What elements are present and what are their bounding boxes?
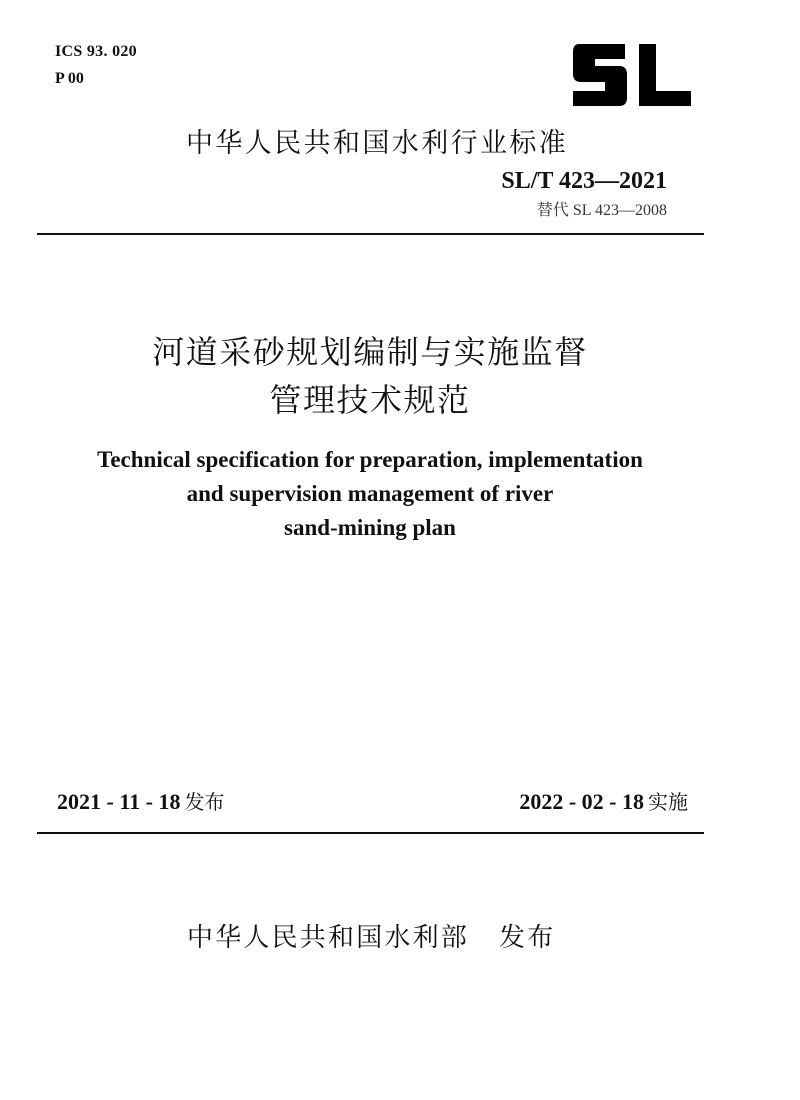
standard-category-title: 中华人民共和国水利行业标准 [186,128,569,159]
issue-date-block [57,787,224,817]
title-en-line-3: sand-mining plan [284,515,456,540]
publisher-name: 中华人民共和国水利部 [187,923,470,953]
bottom-divider [37,832,704,834]
sl-logo-icon [573,44,691,106]
issue-date: 2021 - 11 - 18 [57,789,181,814]
implementation-date-block [519,787,688,817]
issue-label: 发布 [184,790,225,814]
publisher-action: 发布 [499,923,556,953]
document-title-english [0,443,740,545]
title-en-line-1: Technical specification for preparation, implementation [97,447,643,472]
classification-code: P 00 [55,70,84,87]
implementation-label: 实施 [648,790,688,814]
title-cn-line-2: 管理技术规范 [269,381,471,419]
document-title-chinese [0,328,740,424]
ics-code: ICS 93. 020 [55,43,137,60]
publisher-line [187,920,555,956]
standard-code: SL/T 423—2021 [501,168,667,194]
implementation-date: 2022 - 02 - 18 [519,789,644,814]
title-en-line-2: and supervision management of river [186,481,554,506]
replaces-standard: 替代 SL 423—2008 [536,202,667,219]
title-cn-line-1: 河道采砂规划编制与实施监督 [152,333,588,371]
top-divider [37,233,704,235]
